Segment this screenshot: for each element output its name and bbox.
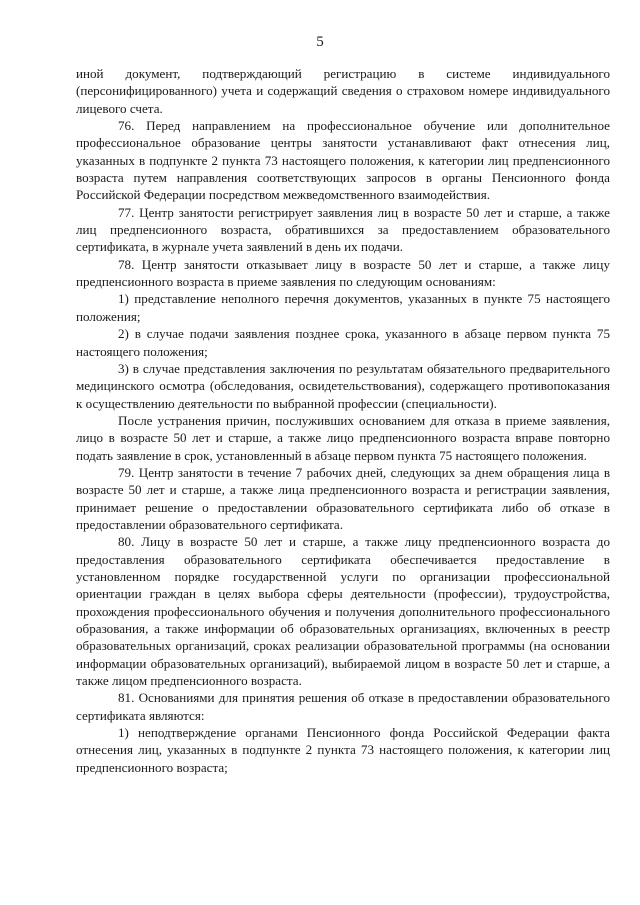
paragraph-79: 79. Центр занятости в течение 7 рабочих дней, следующих за днем обращения лица в возрасте 50 лет и старше, а также лица предпенсионного возраста и регистрации заявления, принимает решение о предоставлении образовательного сертификата либо об отказе в предоставлении образовательного сертификата. (76, 464, 610, 532)
paragraph-80: 80. Лицу в возрасте 50 лет и старше, а также лицу предпенсионного возраста до предоставления образовательного сертификата обеспечивается предоставление в установленном порядке государственной услуги по организации профессиональной ориентации граждан в целях выбора сферы деятельности (профессии), трудоустройства, прохождения профессионального обучения и получения дополнительного профессионального образования, а также информации об образовательных организациях, включенных в реестр образовательных организаций, сроках реализации образовательной программы (на основании информации образовательных организаций), выбираемой лицом в возрасте 50 лет и старше, а также лицом предпенсионного возраста. (76, 534, 610, 689)
paragraph-76: 76. Перед направлением на профессиональное обучение или дополнительное профессиональное образование центры занятости устанавливают факт отнесения лиц, указанных в подпункте 2 пункта 73 настоящего положения, к категории лиц предпенсионного возраста путем направления соответствующих запросов в органы Пенсионного фонда Российской Федерации посредством межведомственного взаимодействия. (76, 118, 610, 203)
paragraph-78-item-2: 2) в случае подачи заявления позднее срока, указанного в абзаце первом пункта 75 настоящего положения; (76, 326, 610, 359)
paragraph-78-resubmission: После устранения причин, послуживших основанием для отказа в приеме заявления, лицо в возрасте 50 лет и старше, а также лицо предпенсионного возраста вправе повторно подать заявление в срок, установленный в абзаце первом пункта 75 настоящего положения. (76, 412, 610, 463)
paragraph-77: 77. Центр занятости регистрирует заявления лиц в возрасте 50 лет и старше, а также лиц предпенсионного возраста, обратившихся за предоставлением образовательного сертификата, в журнале учета заявлений в день их подачи. (76, 204, 610, 255)
paragraph-continuation: иной документ, подтверждающий регистрацию в системе индивидуального (персонифицированного) учета и содержащий сведения о страховом номере индивидуального лицевого счета. (76, 66, 610, 116)
paragraph-81-item-1: 1) неподтверждение органами Пенсионного фонда Российской Федерации факта отнесения лиц, указанных в подпункте 2 пункта 73 настоящего положения, к категории лиц предпенсионного возраста; (76, 725, 610, 775)
page-number: 5 (316, 34, 324, 50)
paragraph-78-item-3: 3) в случае представления заключения по результатам обязательного предварительного медицинского осмотра (обследования, освидетельствования), содержащего противопоказания к осуществлению деятельности по выбранной профессии (специальности). (76, 360, 610, 411)
paragraph-78: 78. Центр занятости отказывает лицу в возрасте 50 лет и старше, а также лицу предпенсионного возраста в приеме заявления по следующим основаниям: (76, 256, 610, 290)
paragraph-78-item-1: 1) представление неполного перечня документов, указанных в пункте 75 настоящего положения; (76, 291, 610, 324)
document-body (76, 65, 610, 776)
paragraph-81: 81. Основаниями для принятия решения об отказе в предоставлении образовательного сертификата являются: (76, 690, 610, 723)
